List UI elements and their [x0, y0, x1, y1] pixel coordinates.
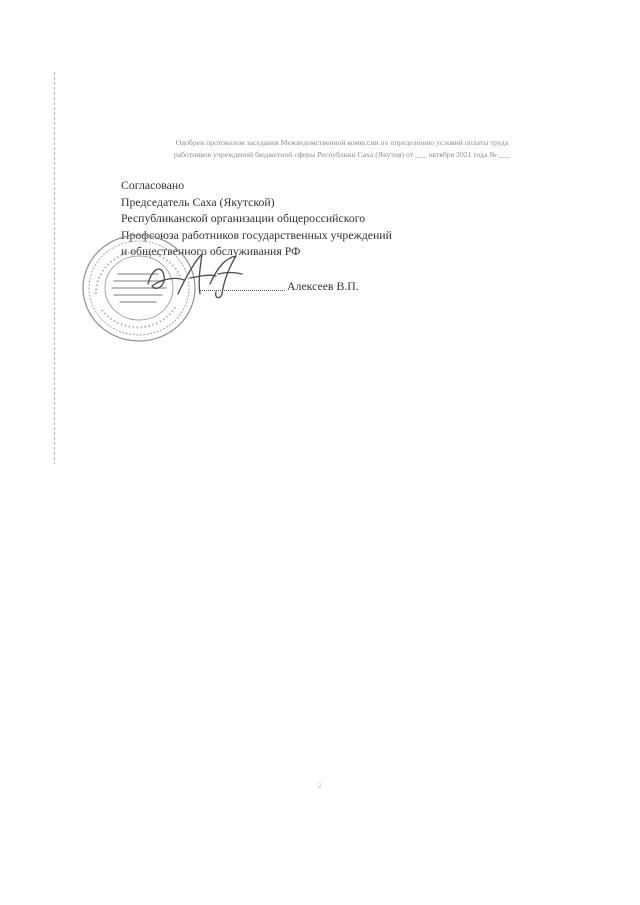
approval-title: Согласовано	[121, 178, 185, 192]
approval-line: Председатель Саха (Якутской)	[121, 194, 275, 209]
approval-line: Республиканской организации общероссийского	[121, 211, 366, 225]
signature-line	[200, 290, 285, 291]
signer-name: Алексеев В.П.	[287, 279, 359, 293]
header-note-line: работников учреждений бюджетной сферы Республики Саха (Якутия) от ___ октября 2021 года № ___	[173, 150, 511, 159]
header-note-line: Одобрен протоколом заседания Межведомственной комиссии по определению условий оплаты труда	[175, 138, 509, 147]
approval-line: и общественного обслуживания РФ	[121, 244, 301, 258]
page-number: 2	[318, 782, 322, 790]
header-note	[132, 137, 552, 161]
scan-edge-line	[54, 72, 55, 464]
approval-line: Профсоюза работников государственных учреждений	[121, 227, 392, 242]
signature	[140, 250, 250, 302]
